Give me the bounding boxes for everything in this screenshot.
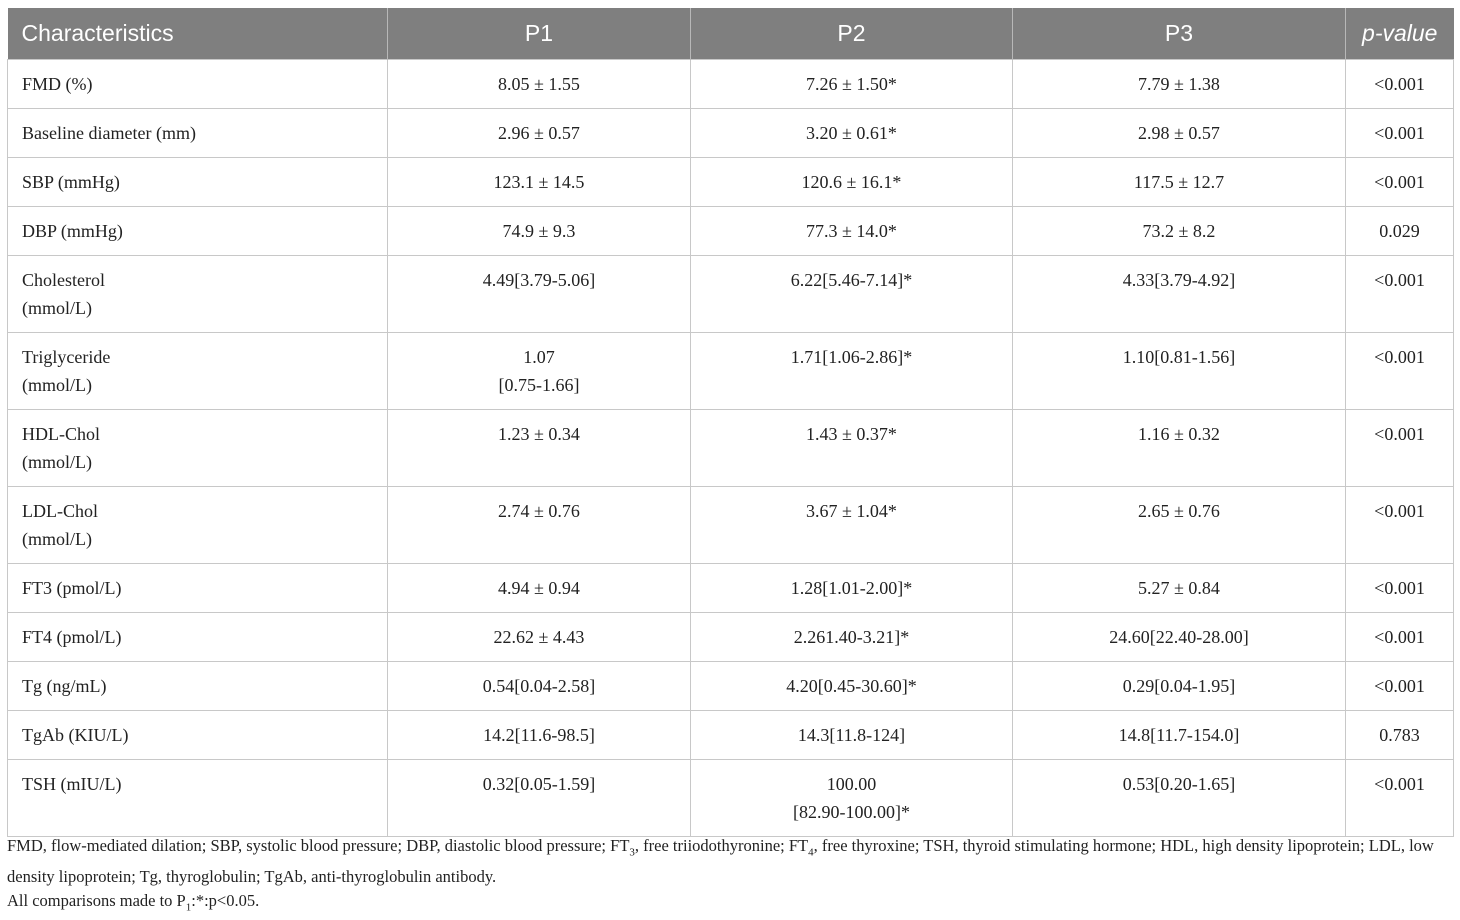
cell-line: 2.261.40-3.21]*	[793, 627, 910, 647]
cell-p3	[1013, 60, 1346, 109]
cell-line: 1.23 ± 0.34	[498, 424, 580, 444]
table-row	[8, 760, 1454, 837]
cell-line: FMD (%)	[22, 74, 93, 94]
data-table	[7, 8, 1454, 837]
footnote-text: , free thyroxine; TSH, thyroid stimulating hormone; HDL, high density lipoprotein; LDL, low density lipoprotein; Tg, thyroglobulin; TgAb, anti-thyroglobulin antibody.	[7, 836, 1434, 886]
cell-line: Tg (ng/mL)	[22, 676, 107, 696]
cell-p1	[388, 711, 691, 760]
cell-line: 4.49[3.79-5.06]	[482, 270, 596, 290]
cell-p3	[1013, 410, 1346, 487]
cell-line: 6.22[5.46-7.14]*	[790, 270, 913, 290]
cell-p2	[691, 760, 1013, 837]
cell-line: 1.07	[523, 347, 555, 367]
row-label	[8, 487, 388, 564]
cell-line: 3.67 ± 1.04*	[806, 501, 897, 521]
table-container	[7, 8, 1453, 837]
cell-p3	[1013, 333, 1346, 410]
cell-line: 100.00	[826, 774, 877, 794]
row-label	[8, 207, 388, 256]
table-row	[8, 207, 1454, 256]
cell-p-value: <0.001	[1346, 410, 1454, 487]
footnote-comparison	[7, 889, 1453, 920]
cell-p-value: <0.001	[1346, 613, 1454, 662]
cell-p2	[691, 410, 1013, 487]
cell-line: 77.3 ± 14.0*	[806, 221, 897, 241]
row-label	[8, 760, 388, 837]
cell-line: FT4 (pmol/L)	[22, 627, 122, 647]
cell-p2	[691, 711, 1013, 760]
cell-p-value: <0.001	[1346, 158, 1454, 207]
footnote-text: , free triiodothyronine; FT	[634, 836, 809, 855]
cell-p-value: <0.001	[1346, 333, 1454, 410]
cell-p1	[388, 109, 691, 158]
cell-p2	[691, 158, 1013, 207]
table-row	[8, 711, 1454, 760]
cell-line: 0.32[0.05-1.59]	[482, 774, 596, 794]
cell-p2	[691, 487, 1013, 564]
table-row	[8, 256, 1454, 333]
cell-p1	[388, 613, 691, 662]
cell-line: 22.62 ± 4.43	[493, 627, 585, 647]
cell-line: TgAb (KIU/L)	[22, 725, 129, 745]
footnote-text: FMD, flow-mediated dilation; SBP, systolic blood pressure; DBP, diastolic blood pressure; FT	[7, 836, 630, 855]
cell-line: 1.28[1.01-2.00]*	[790, 578, 913, 598]
cell-line: 5.27 ± 0.84	[1138, 578, 1220, 598]
header-p-value: p-value	[1346, 8, 1454, 60]
cell-p1	[388, 410, 691, 487]
cell-line: (mmol/L)	[22, 452, 92, 472]
row-label	[8, 333, 388, 410]
cell-p-value: <0.001	[1346, 256, 1454, 333]
cell-line: (mmol/L)	[22, 529, 92, 549]
row-label	[8, 564, 388, 613]
header-p3: P3	[1013, 8, 1346, 60]
cell-p1	[388, 662, 691, 711]
cell-p-value: 0.783	[1346, 711, 1454, 760]
cell-p2	[691, 662, 1013, 711]
cell-line: 7.26 ± 1.50*	[806, 74, 897, 94]
cell-p1	[388, 60, 691, 109]
cell-p-value: 0.029	[1346, 207, 1454, 256]
cell-line: DBP (mmHg)	[22, 221, 123, 241]
cell-p2	[691, 333, 1013, 410]
row-label	[8, 410, 388, 487]
cell-line: HDL-Chol	[22, 424, 100, 444]
cell-p3	[1013, 207, 1346, 256]
cell-p2	[691, 207, 1013, 256]
cell-p-value: <0.001	[1346, 760, 1454, 837]
cell-line: SBP (mmHg)	[22, 172, 120, 192]
cell-p2	[691, 564, 1013, 613]
cell-p3	[1013, 760, 1346, 837]
header-row	[8, 8, 1454, 60]
cell-line: 24.60[22.40-28.00]	[1109, 627, 1249, 647]
cell-p3	[1013, 256, 1346, 333]
cell-line: (mmol/L)	[22, 298, 92, 318]
cell-p-value: <0.001	[1346, 662, 1454, 711]
cell-p-value: <0.001	[1346, 487, 1454, 564]
cell-p3	[1013, 613, 1346, 662]
cell-line: 0.53[0.20-1.65]	[1122, 774, 1236, 794]
table-row	[8, 109, 1454, 158]
cell-p3	[1013, 564, 1346, 613]
table-row	[8, 158, 1454, 207]
cell-line: 117.5 ± 12.7	[1133, 172, 1225, 192]
cell-line: 0.29[0.04-1.95]	[1122, 676, 1236, 696]
cell-p1	[388, 207, 691, 256]
cell-line: 8.05 ± 1.55	[498, 74, 580, 94]
cell-line: [82.90-100.00]*	[793, 802, 910, 822]
cell-line: 120.6 ± 16.1*	[801, 172, 902, 192]
cell-line: Triglyceride	[22, 347, 111, 367]
cell-line: 123.1 ± 14.5	[493, 172, 585, 192]
table-row	[8, 564, 1454, 613]
table-row	[8, 60, 1454, 109]
cell-p3	[1013, 487, 1346, 564]
cell-p2	[691, 60, 1013, 109]
row-label	[8, 60, 388, 109]
table-row	[8, 613, 1454, 662]
footnote-subscript: 4	[808, 846, 814, 859]
cell-line: FT3 (pmol/L)	[22, 578, 122, 598]
cell-line: 1.16 ± 0.32	[1138, 424, 1220, 444]
cell-line: 74.9 ± 9.3	[502, 221, 576, 241]
cell-line: 73.2 ± 8.2	[1142, 221, 1216, 241]
cell-p1	[388, 564, 691, 613]
cell-p3	[1013, 158, 1346, 207]
cell-line: Baseline diameter (mm)	[22, 123, 196, 143]
header-characteristics: Characteristics	[8, 8, 388, 60]
cell-line: [0.75-1.66]	[498, 375, 580, 395]
cell-p-value: <0.001	[1346, 564, 1454, 613]
cell-p2	[691, 613, 1013, 662]
table-row	[8, 487, 1454, 564]
table-footnote	[7, 834, 1453, 920]
cell-line: 2.65 ± 0.76	[1138, 501, 1220, 521]
cell-line: LDL-Chol	[22, 501, 98, 521]
cell-p1	[388, 256, 691, 333]
cell-p2	[691, 109, 1013, 158]
cell-line: 2.98 ± 0.57	[1138, 123, 1220, 143]
row-label	[8, 662, 388, 711]
footnote-text: :*:p<0.05.	[191, 891, 260, 911]
cell-line: 7.79 ± 1.38	[1138, 74, 1220, 94]
footnote-abbreviations	[7, 834, 1453, 889]
cell-line: Cholesterol	[22, 270, 105, 290]
cell-line: 14.3[11.8-124]	[797, 725, 906, 745]
cell-line: (mmol/L)	[22, 375, 92, 395]
cell-line: TSH (mIU/L)	[22, 774, 122, 794]
footnote-subscript: 1	[185, 901, 192, 914]
cell-p3	[1013, 109, 1346, 158]
cell-p1	[388, 487, 691, 564]
cell-line: 2.96 ± 0.57	[498, 123, 580, 143]
cell-p1	[388, 333, 691, 410]
cell-line: 4.94 ± 0.94	[498, 578, 580, 598]
cell-line: 14.8[11.7-154.0]	[1118, 725, 1240, 745]
header-p1: P1	[388, 8, 691, 60]
cell-line: 2.74 ± 0.76	[498, 501, 580, 521]
cell-line: 1.43 ± 0.37*	[806, 424, 897, 444]
cell-line: 1.71[1.06-2.86]*	[790, 347, 913, 367]
cell-line: 4.20[0.45-30.60]*	[786, 676, 917, 696]
table-row	[8, 333, 1454, 410]
footnote-text: All comparisons made to P	[7, 891, 186, 911]
cell-p1	[388, 158, 691, 207]
cell-p3	[1013, 662, 1346, 711]
row-label	[8, 613, 388, 662]
cell-line: 14.2[11.6-98.5]	[483, 725, 595, 745]
header-p2: P2	[691, 8, 1013, 60]
table-body	[8, 60, 1454, 837]
row-label	[8, 109, 388, 158]
cell-p3	[1013, 711, 1346, 760]
table-row	[8, 662, 1454, 711]
row-label	[8, 256, 388, 333]
cell-p1	[388, 760, 691, 837]
cell-line: 1.10[0.81-1.56]	[1122, 347, 1236, 367]
row-label	[8, 158, 388, 207]
row-label	[8, 711, 388, 760]
cell-p-value: <0.001	[1346, 109, 1454, 158]
cell-line: 3.20 ± 0.61*	[806, 123, 897, 143]
cell-line: 4.33[3.79-4.92]	[1122, 270, 1236, 290]
table-row	[8, 410, 1454, 487]
cell-line: 0.54[0.04-2.58]	[482, 676, 596, 696]
footnote-subscript: 3	[629, 846, 635, 859]
cell-p-value: <0.001	[1346, 60, 1454, 109]
cell-p2	[691, 256, 1013, 333]
